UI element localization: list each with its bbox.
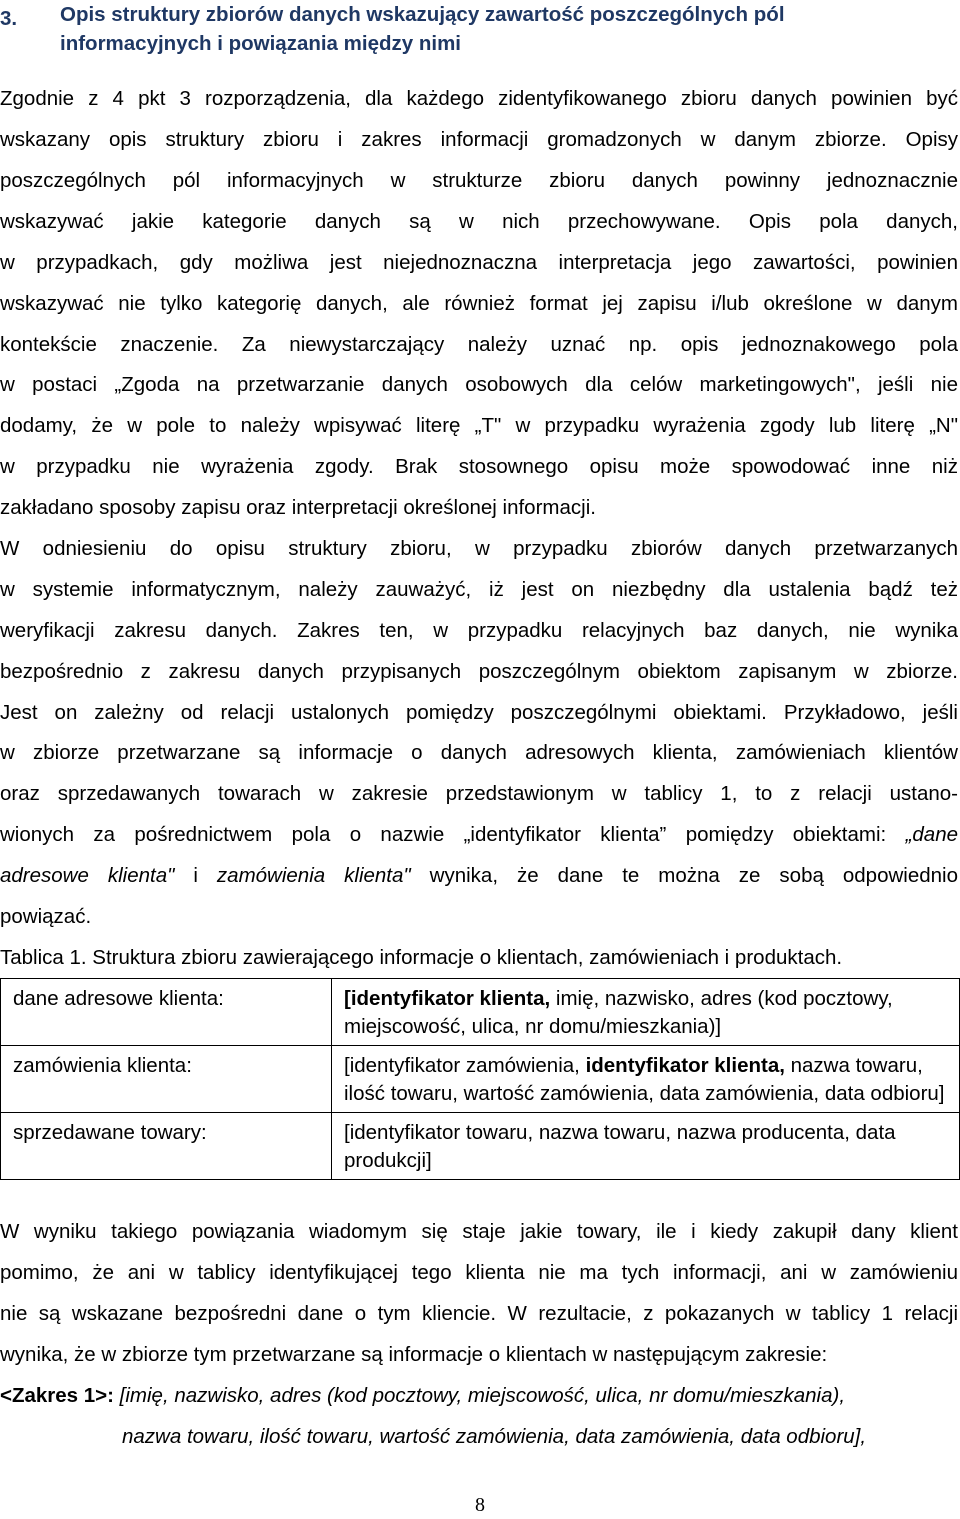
italic-term: adresowe klienta" — [0, 864, 175, 887]
section-title-line-2: informacyjnych i powiązania między nimi — [60, 32, 461, 55]
text-line — [0, 861, 958, 891]
text-line: wynika, że w zbiorze tym przetwarzane są informacje o klientach w następującym zakresie: — [0, 1343, 828, 1366]
table-cell-key: sprzedawane towary: — [1, 1113, 332, 1180]
text-line: weryfikacji zakresu danych. Zakres ten, w przypadku relacyjnych baz danych, nie wynika — [0, 619, 958, 642]
table-row — [1, 1113, 960, 1180]
text-line: kontekście znaczenie. Za niewystarczający należy uznać np. opis jednoznakowego pola — [0, 333, 958, 356]
text-line: nazwa towaru, ilość towaru, wartość zamówienia, data zamówienia, data odbioru], — [122, 1425, 867, 1448]
structure-table — [0, 978, 960, 1180]
table-cell-value: [identyfikator towaru, nazwa towaru, nazwa producenta, data produkcji] — [332, 1113, 960, 1180]
text-line: w systemie informatycznym, należy zauważyć, iż jest on niezbędny dla ustalenia bądź też — [0, 578, 958, 601]
text-line: wskazany opis struktury zbioru i zakres informacji gromadzonych w danym zbiorze. Opisy — [0, 128, 958, 151]
text-line: w zbiorze przetwarzane są informacje o danych adresowych klienta, zamówieniach klientów — [0, 741, 958, 764]
text-line: w przypadkach, gdy możliwa jest niejednoznaczna interpretacja jego zawartości, powinien — [0, 251, 958, 274]
section-title-line-1: Opis struktury zbiorów danych wskazujący zawartość poszczególnych pól — [60, 3, 785, 26]
zakres-label: <Zakres 1>: — [0, 1384, 114, 1407]
text-line — [0, 820, 958, 850]
text-line: powiązać. — [0, 905, 92, 928]
table-caption: Tablica 1. Struktura zbioru zawierającego informacje o klientach, zamówieniach i produktach. — [0, 946, 843, 969]
text-line: W wyniku takiego powiązania wiadomym się staje jakie towary, ile i kiedy zakupił dany klient — [0, 1220, 958, 1243]
text-line: zakładano sposoby zapisu oraz interpretacji określonej informacji. — [0, 496, 596, 519]
text-run: imię, nazwisko, adres (kod pocztowy, miejscowość, ulica, nr domu/mieszkania)] — [344, 987, 893, 1038]
section-number: 3. — [0, 7, 18, 30]
italic-term: „dane — [905, 823, 958, 846]
text-run: wionych za pośrednictwem pola o nazwie „identyfikator klienta” pomiędzy obiektami: — [0, 823, 906, 846]
page-number: 8 — [475, 1494, 485, 1516]
text-run: [imię, nazwisko, adres (kod pocztowy, miejscowość, ulica, nr domu/mieszkania), — [113, 1384, 846, 1407]
text-line: dodamy, że w pole to należy wpisywać literę „T" w przypadku wyrażenia zgody lub literę „N" — [0, 414, 958, 437]
text-run: i — [174, 864, 217, 887]
text-line: oraz sprzedawanych towarach w zakresie przedstawionym w tablicy 1, to z relacji ustano- — [0, 782, 958, 805]
text-run: nazwa towaru, ilość towaru, wartość zamówienia, data zamówienia, data odbioru] — [344, 1054, 945, 1105]
text-line: pomimo, że ani w tablicy identyfikującej tego klienta nie ma tych informacji, ani w zamówieniu — [0, 1261, 958, 1284]
table-cell-key: zamówienia klienta: — [1, 1046, 332, 1113]
text-line: W odniesieniu do opisu struktury zbioru, w przypadku zbiorów danych przetwarzanych — [0, 537, 958, 560]
bold-key-field: identyfikator klienta, — [585, 1054, 785, 1077]
bold-key-field: [identyfikator klienta, — [344, 987, 551, 1010]
table-cell-value — [332, 979, 960, 1046]
table-cell-value — [332, 1046, 960, 1113]
table-row — [1, 1046, 960, 1113]
text-line: poszczególnych pól informacyjnych w strukturze zbioru danych powinny jednoznacznie — [0, 169, 958, 192]
text-run: wynika, że dane te można ze sobą odpowiednio — [410, 864, 958, 887]
text-line: wskazywać jakie kategorie danych są w nich przechowywane. Opis pola danych, — [0, 210, 958, 233]
text-line: bezpośrednio z zakresu danych przypisanych poszczególnym obiektom zapisanym w zbiorze. — [0, 660, 958, 683]
table-row — [1, 979, 960, 1046]
text-line: Zgodnie z 4 pkt 3 rozporządzenia, dla każdego zidentyfikowanego zbioru danych powinien być — [0, 87, 958, 110]
text-line: w przypadku nie wyrażenia zgody. Brak stosownego opisu może spowodować inne niż — [0, 455, 958, 478]
text-line — [0, 1381, 940, 1411]
text-run: [identyfikator zamówienia, — [344, 1054, 586, 1077]
text-line: nie są wskazane bezpośredni dane o tym kliencie. W rezultacie, z pokazanych w tablicy 1 relacji — [0, 1302, 958, 1325]
italic-term: zamówienia klienta" — [216, 864, 411, 887]
text-line: Jest on zależny od relacji ustalonych pomiędzy poszczególnymi obiektami. Przykładowo, jeśli — [0, 701, 958, 724]
text-line: wskazywać nie tylko kategorię danych, ale również format jej zapisu i/lub określone w danym — [0, 292, 958, 315]
table-cell-key: dane adresowe klienta: — [1, 979, 332, 1046]
text-line: w postaci „Zgoda na przetwarzanie danych osobowych dla celów marketingowych", jeśli nie — [0, 373, 958, 396]
